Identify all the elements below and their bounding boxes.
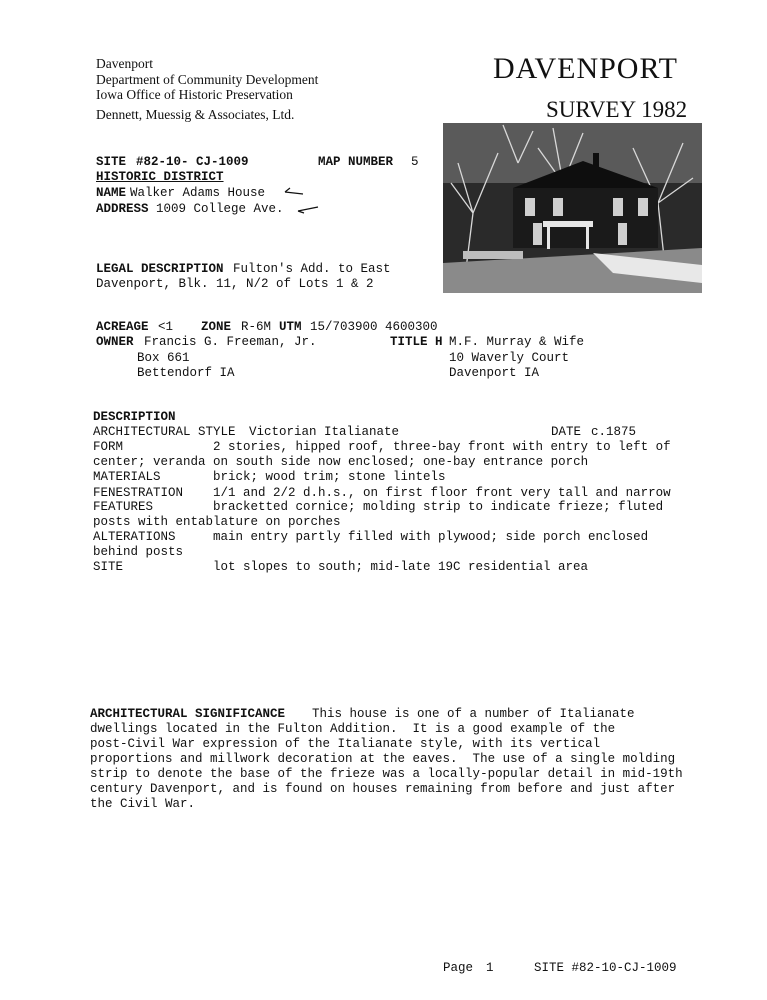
historic-district-label: HISTORIC DISTRICT	[96, 170, 224, 184]
acreage-label: ACREAGE	[96, 320, 149, 334]
address-value: 1009 College Ave.	[156, 202, 284, 216]
legal-description-label: LEGAL DESCRIPTION	[96, 262, 224, 276]
form-line1: 2 stories, hipped roof, three-bay front with entry to left of	[213, 440, 671, 454]
org-office: Iowa Office of Historic Preservation	[96, 87, 293, 102]
house-photo-drawing	[443, 123, 702, 293]
date-value: c.1875	[591, 425, 637, 439]
arrow-mark-icon-2	[296, 203, 322, 215]
survey-title: SURVEY 1982	[546, 97, 688, 122]
architectural-style-label: ARCHITECTURAL STYLE	[93, 425, 236, 439]
significance-label: ARCHITECTURAL SIGNIFICANCE	[90, 707, 286, 721]
owner-box: Box 661	[137, 351, 190, 365]
significance-line3: post-Civil War expression of the Italianate style, with its vertical	[90, 737, 601, 751]
features-line1: bracketted cornice; molding strip to indicate frieze; fluted	[213, 500, 664, 514]
utm-value: 15/703900 4600300	[310, 320, 438, 334]
owner-label: OWNER	[96, 335, 134, 349]
org-department: Department of Community Development	[96, 72, 319, 87]
materials-value: brick; wood trim; stone lintels	[213, 470, 446, 484]
title-city: Davenport IA	[449, 366, 540, 380]
significance-line1: This house is one of a number of Italianate	[312, 707, 635, 721]
form-label: FORM	[93, 440, 124, 454]
arrow-mark-icon	[283, 186, 307, 198]
title-holder: M.F. Murray & Wife	[449, 335, 585, 349]
site-description-value: lot slopes to south; mid-late 19C residential area	[213, 560, 589, 574]
page-number: 1	[486, 961, 494, 975]
significance-line2: dwellings located in the Fulton Addition. It is a good example of the	[90, 722, 616, 736]
fenestration-label: FENESTRATION	[93, 486, 184, 500]
map-number-label: MAP NUMBER	[318, 155, 394, 169]
alterations-line1: main entry partly filled with plywood; side porch enclosed	[213, 530, 649, 544]
materials-label: MATERIALS	[93, 470, 161, 484]
title-label: TITLE H	[390, 335, 443, 349]
title-address: 10 Waverly Court	[449, 351, 570, 365]
significance-line5: strip to denote the base of the frieze was a locally-popular detail in mid-19th	[90, 767, 683, 781]
site-description-label: SITE	[93, 560, 124, 574]
legal-description-line2: Davenport, Blk. 11, N/2 of Lots 1 & 2	[96, 277, 374, 291]
date-label: DATE	[551, 425, 582, 439]
house-photograph	[443, 123, 702, 293]
name-label: NAME	[96, 186, 127, 200]
features-label: FEATURES	[93, 500, 154, 514]
owner-name: Francis G. Freeman, Jr.	[144, 335, 317, 349]
footer-site-reference: SITE #82-10-CJ-1009	[534, 961, 677, 975]
map-number-value: 5	[411, 155, 419, 169]
significance-line6: century Davenport, and is found on houses remaining from before and just after	[90, 782, 676, 796]
site-number: #82-10- CJ-1009	[136, 155, 249, 169]
site-label: SITE	[96, 155, 127, 169]
significance-line4: proportions and millwork decoration at the eaves. The use of a single molding	[90, 752, 676, 766]
name-value: Walker Adams House	[130, 186, 266, 200]
page-label: Page	[443, 961, 474, 975]
legal-description-line1: Fulton's Add. to East	[233, 262, 391, 276]
page-title: DAVENPORT	[493, 52, 679, 85]
significance-line7: the Civil War.	[90, 797, 196, 811]
zone-value: R-6M	[241, 320, 272, 334]
owner-city: Bettendorf IA	[137, 366, 235, 380]
fenestration-value: 1/1 and 2/2 d.h.s., on first floor front very tall and narrow	[213, 486, 671, 500]
zone-label: ZONE	[201, 320, 232, 334]
description-heading: DESCRIPTION	[93, 410, 176, 424]
form-line2: center; veranda on south side now enclosed; one-bay entrance porch	[93, 455, 589, 469]
utm-label: UTM	[279, 320, 302, 334]
alterations-line2: behind posts	[93, 545, 184, 559]
architectural-style-value: Victorian Italianate	[249, 425, 400, 439]
org-name: Davenport	[96, 56, 153, 71]
consultant-name: Dennett, Muessig & Associates, Ltd.	[96, 107, 295, 122]
address-label: ADDRESS	[96, 202, 149, 216]
acreage-value: <1	[158, 320, 174, 334]
features-line2: posts with entablature on porches	[93, 515, 341, 529]
alterations-label: ALTERATIONS	[93, 530, 176, 544]
